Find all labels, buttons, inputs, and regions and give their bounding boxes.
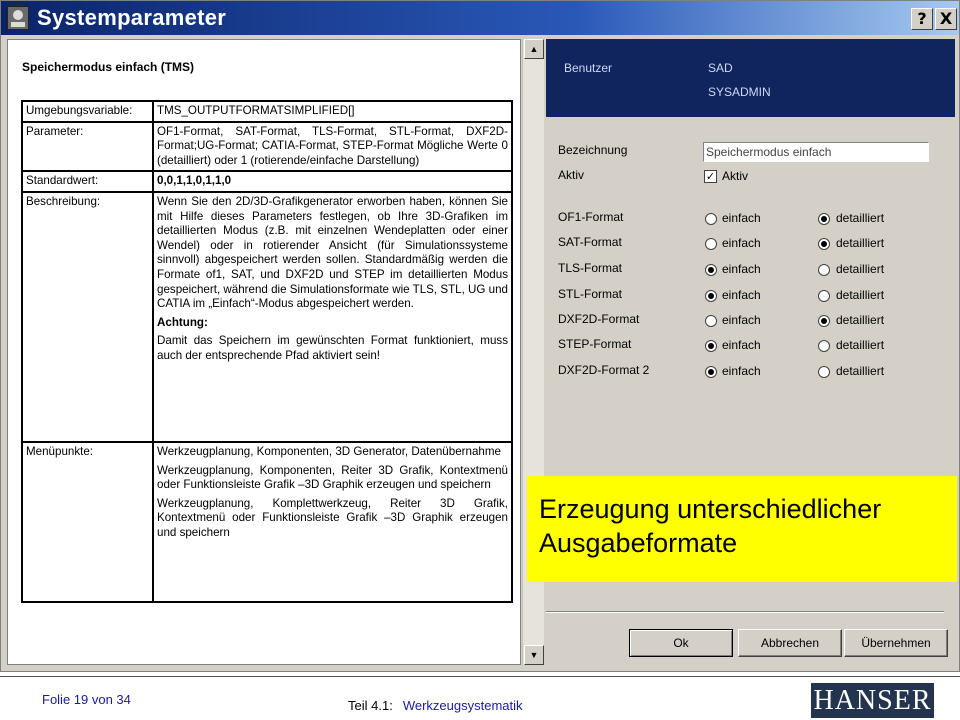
description-text: Wenn Sie den 2D/3D-Grafikgenerator erworben haben, können Sie mit Hilfe dieses Parameters festlegen, ob Ihre 3D-Grafiken im detaillierten Modus (z.B. mit einzelnen Wendeplatten oder einer Wendel) oder in rotierender Ansicht (für Simulationssysteme sinnvoll) abgespeichert werden sollen. Standardmäßig werden die Formate of1, SAT, und DXF2D und STEP im detaillierten Modus gespeichert, während die Simulationsformate wie TLS, STL, UG und CATIA im „Einfach“-Modus abgespeichert werden.	[157, 194, 508, 311]
user-label: Benutzer	[564, 61, 613, 75]
window-title: Systemparameter	[37, 5, 227, 30]
format-label: DXF2D-Format	[558, 312, 640, 326]
radio-einfach[interactable]	[705, 238, 717, 250]
radio-detailliert-label[interactable]: detailliert	[836, 236, 885, 250]
row-key: Beschreibung:	[22, 192, 153, 442]
format-label: SAT-Format	[558, 235, 622, 249]
user-short: SAD	[708, 61, 733, 75]
callout-line-2: Ausgabeformate	[539, 528, 738, 558]
note-title: Achtung:	[157, 315, 208, 329]
active-checkbox[interactable]: ✓	[705, 170, 716, 183]
radio-einfach[interactable]	[705, 213, 717, 225]
table-row	[22, 171, 512, 192]
divider	[546, 611, 944, 613]
format-label: OF1-Format	[558, 210, 624, 224]
menu-item: Werkzeugplanung, Komplettwerkzeug, Reiter 3D Grafik, Kontextmenü oder Funktionsleiste Grafik –3D Graphik erzeugen und speichern	[157, 496, 508, 539]
radio-einfach-label[interactable]: einfach	[722, 364, 761, 378]
ok-button[interactable]: Ok	[629, 629, 733, 657]
radio-detailliert-label[interactable]: detailliert	[836, 338, 885, 352]
radio-einfach[interactable]	[705, 366, 717, 378]
callout-box	[527, 476, 957, 582]
row-key: Standardwert:	[22, 171, 153, 192]
close-button[interactable]: X	[935, 8, 957, 30]
radio-detailliert-label[interactable]: detailliert	[836, 262, 885, 276]
radio-einfach-label[interactable]: einfach	[722, 211, 761, 225]
document-heading: Speichermodus einfach (TMS)	[22, 60, 195, 74]
format-label: STEP-Format	[558, 337, 632, 351]
radio-einfach[interactable]	[705, 340, 717, 352]
radio-detailliert[interactable]	[818, 264, 830, 276]
table-row	[22, 192, 512, 442]
radio-einfach[interactable]	[705, 315, 717, 327]
cancel-button[interactable]: Abbrechen	[738, 629, 842, 657]
app-icon	[7, 6, 29, 30]
radio-einfach-label[interactable]: einfach	[722, 313, 761, 327]
table-row	[22, 442, 512, 602]
apply-button[interactable]: Übernehmen	[844, 629, 948, 657]
radio-detailliert-label[interactable]: detailliert	[836, 313, 885, 327]
radio-einfach[interactable]	[705, 264, 717, 276]
row-key: Umgebungsvariable:	[22, 101, 153, 122]
active-checkbox-label[interactable]: Aktiv	[722, 169, 749, 183]
radio-detailliert[interactable]	[818, 290, 830, 302]
user-name: SYSADMIN	[708, 85, 771, 99]
format-label: STL-Format	[558, 287, 623, 301]
radio-detailliert[interactable]	[818, 340, 830, 352]
row-value: OF1-Format, SAT-Format, TLS-Format, STL-Format, DXF2D-Format;UG-Format; CATIA-Format, STEP-Format Mögliche Werte 0 (detailliert) oder 1 (rotierende/einfache Darstellung)	[153, 122, 512, 172]
scroll-down-icon[interactable]: ▼	[524, 645, 544, 665]
radio-einfach-label[interactable]: einfach	[722, 338, 761, 352]
table-row	[22, 101, 512, 122]
format-label: TLS-Format	[558, 261, 623, 275]
radio-detailliert-label[interactable]: detailliert	[836, 211, 885, 225]
menu-item: Werkzeugplanung, Komponenten, Reiter 3D Grafik, Kontextmenü oder Funktionsleiste Grafik –3D Graphik erzeugen und speichern	[157, 463, 508, 492]
help-button[interactable]: ?	[911, 8, 933, 30]
row-value: 0,0,1,1,0,1,1,0	[153, 171, 512, 192]
radio-detailliert-label[interactable]: detailliert	[836, 288, 885, 302]
row-value	[153, 192, 512, 442]
radio-detailliert[interactable]	[818, 315, 830, 327]
radio-einfach-label[interactable]: einfach	[722, 236, 761, 250]
document-pane	[7, 39, 521, 665]
radio-detailliert[interactable]	[818, 213, 830, 225]
radio-einfach-label[interactable]: einfach	[722, 262, 761, 276]
footer-part: Teil 4.1:	[348, 698, 393, 713]
scroll-up-icon[interactable]: ▲	[524, 39, 544, 59]
table-row	[22, 122, 512, 172]
name-input[interactable]: Speichermodus einfach	[703, 142, 929, 162]
radio-einfach[interactable]	[705, 290, 717, 302]
footer-topic: Werkzeugsystematik	[402, 698, 523, 713]
radio-detailliert-label[interactable]: detailliert	[836, 364, 885, 378]
footer-section	[348, 698, 523, 713]
format-label: DXF2D-Format 2	[558, 363, 650, 377]
footer-divider	[0, 676, 960, 677]
callout-line-1: Erzeugung unterschiedlicher	[539, 494, 882, 524]
radio-einfach-label[interactable]: einfach	[722, 288, 761, 302]
hanser-logo: HANSER	[811, 683, 934, 718]
slide-counter: Folie 19 von 34	[42, 692, 131, 707]
menu-item: Werkzeugplanung, Komponenten, 3D Generator, Datenübernahme	[157, 444, 501, 458]
name-label: Bezeichnung	[558, 143, 628, 157]
row-key: Menüpunkte:	[22, 442, 153, 602]
user-panel	[546, 39, 955, 117]
radio-detailliert[interactable]	[818, 366, 830, 378]
active-label: Aktiv	[558, 168, 585, 182]
parameter-table	[21, 100, 513, 603]
row-key: Parameter:	[22, 122, 153, 172]
row-value: TMS_OUTPUTFORMATSIMPLIFIED[]	[153, 101, 512, 122]
row-value	[153, 442, 512, 602]
radio-detailliert[interactable]	[818, 238, 830, 250]
title-bar[interactable]	[1, 1, 959, 35]
note-text: Damit das Speichern im gewünschten Format funktioniert, muss auch der entsprechende Pfad aktiviert sein!	[157, 334, 508, 362]
